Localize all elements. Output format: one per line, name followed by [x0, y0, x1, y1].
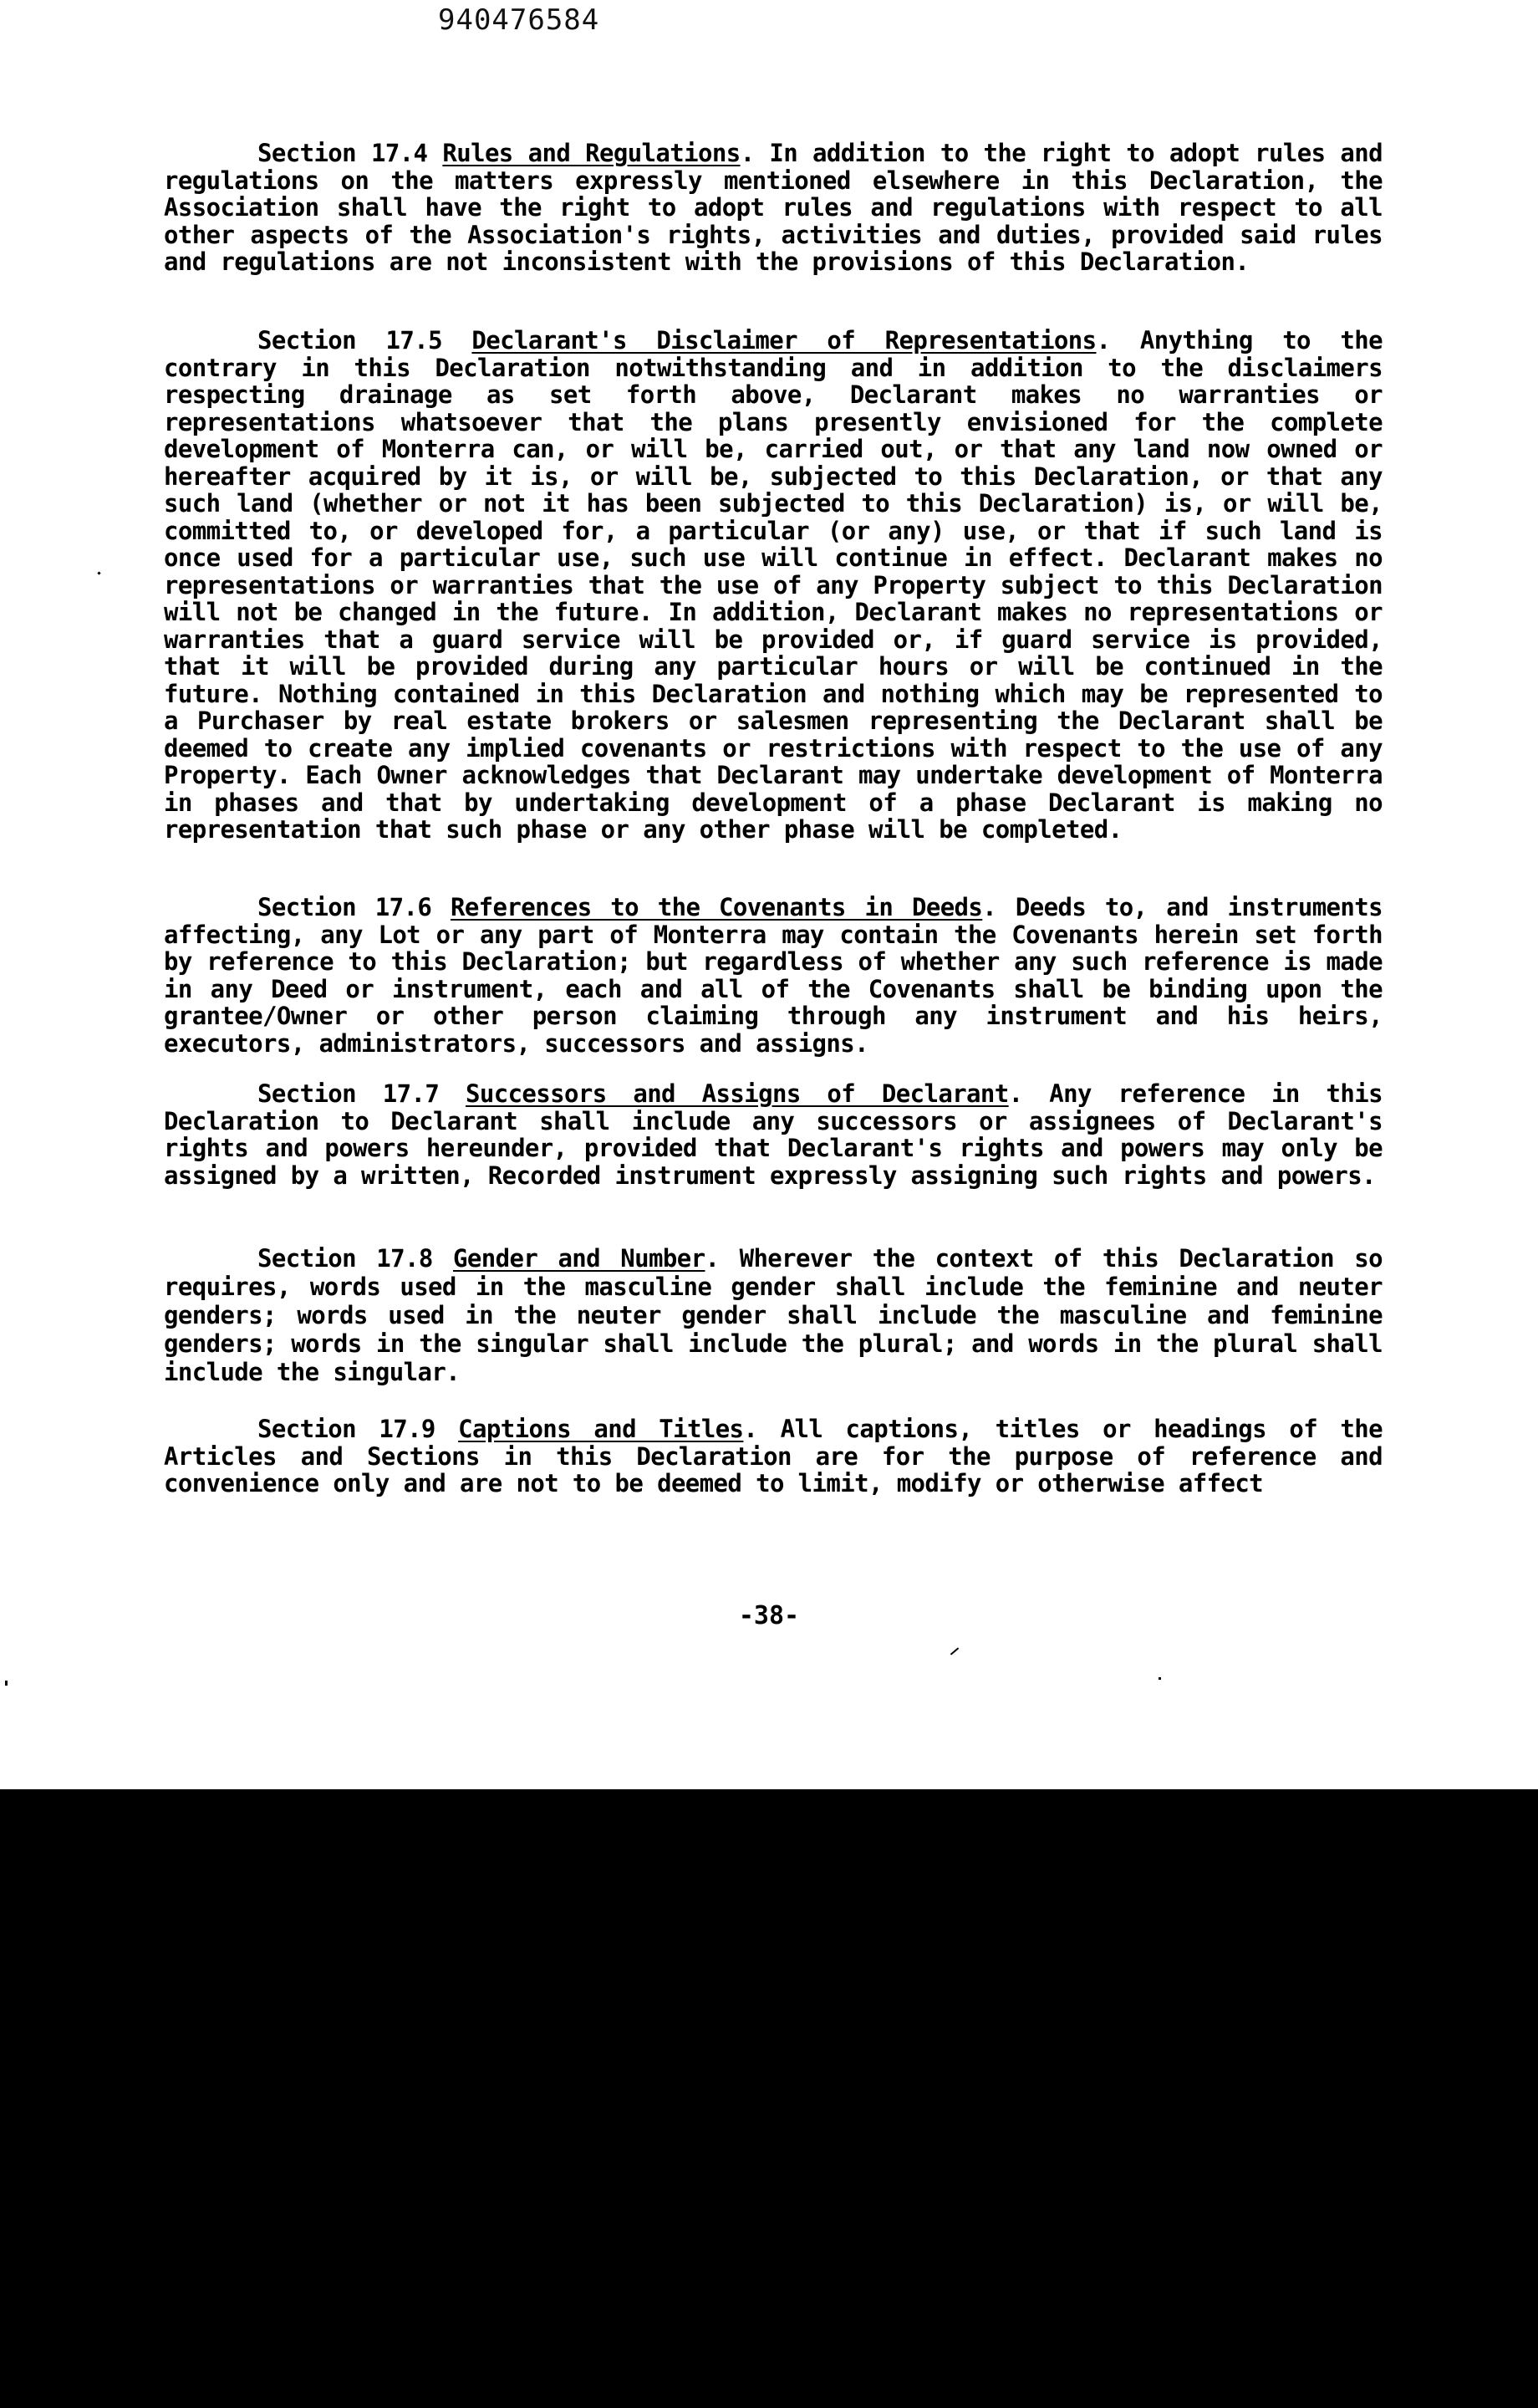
section-17-7-paragraph — [164, 1080, 1383, 1189]
section-title: Gender and Number — [453, 1244, 705, 1273]
section-title: Declarant's Disclaimer of Representations — [471, 326, 1097, 355]
section-17-9-paragraph — [164, 1416, 1383, 1497]
section-number: Section 17.6 — [257, 893, 432, 921]
section-number: Section 17.8 — [257, 1244, 433, 1273]
section-number: Section 17.5 — [257, 326, 442, 355]
section-17-6-paragraph — [164, 894, 1383, 1057]
section-body: . In addition to the right to adopt rules and regulations on the matters expressly mentioned elsewhere in this Declaration, the Association shall have the right to adopt rules and regulations with respect to all other aspects of the Association's rights, activities and duties, provided said rules and regulations are not inconsistent with the provisions of this Declaration. — [164, 139, 1383, 276]
section-body: . Any reference in this Declaration to Declarant shall include any successors or assignees of Declarant's rights and powers hereunder, provided that Declarant's rights and powers may only be assigned by a written, Recorded instrument expressly assigning such rights and powers. — [164, 1079, 1383, 1190]
scan-border — [0, 1789, 1538, 2408]
section-title: Rules and Regulations — [442, 139, 741, 167]
section-title: Captions and Titles — [458, 1415, 744, 1443]
section-number: Section 17.4 — [257, 139, 428, 167]
scan-speck — [1159, 1677, 1161, 1680]
scan-speck — [97, 571, 100, 574]
page-number: -38- — [738, 1601, 800, 1630]
section-title: References to the Covenants in Deeds — [450, 893, 983, 921]
section-17-4-paragraph — [164, 140, 1383, 276]
scan-speck — [950, 1647, 959, 1655]
document-number: 940476584 — [438, 3, 600, 37]
section-title: Successors and Assigns of Declarant — [465, 1079, 1009, 1108]
section-body: . All captions, titles or headings of the Articles and Sections in this Declaration are for the purpose of reference and convenience only and are not to be deemed to limit, modify or otherwise affect — [164, 1415, 1383, 1497]
section-body: . Wherever the context of this Declaration so requires, words used in the masculine gender shall include the feminine and neuter genders; words used in the neuter gender shall include the masculine and feminine genders; words in the singular shall include the plural; and words in the plural shall include the singular. — [164, 1244, 1383, 1386]
section-body: . Anything to the contrary in this Declaration notwithstanding and in addition to the disclaimers respecting drainage as set forth above, Declarant makes no warranties or representations whatsoever that the plans presently envisioned for the complete development of Monterra can, or will be, carried out, or that any land now owned or hereafter acquired by it is, or will be, subjected to this Declaration, or that any such land (whether or not it has been subjected to this Declaration) is, or will be, committed to, or developed for, a particular (or any) use, or that if such land is once used for a particular use, such use will continue in effect. Declarant makes no representations or warranties that the use of any Property subject to this Declaration will not be changed in the future. In addition, Declarant makes no representations or warranties that a guard service will be provided or, if guard service is provided, that it will be provided during any particular hours or will be continued in the future. Nothing contained in this Declaration and nothing which may be represented to a Purchaser by real estate brokers or salesmen representing the Declarant shall be deemed to create any implied covenants or restrictions with respect to the use of any Property. Each Owner acknowledges that Declarant may undertake development of Monterra in phases and that by undertaking development of a phase Declarant is making no representation that such phase or any other phase will be completed. — [164, 326, 1383, 844]
scan-speck — [5, 1681, 8, 1686]
section-number: Section 17.7 — [257, 1079, 440, 1108]
section-number: Section 17.9 — [257, 1415, 435, 1443]
section-17-5-paragraph — [164, 327, 1383, 844]
section-17-8-paragraph — [164, 1244, 1383, 1386]
section-body: . Deeds to, and instruments affecting, any Lot or any part of Monterra may contain the Covenants herein set forth by reference to this Declaration; but regardless of whether any such reference is made in any Deed or instrument, each and all of the Covenants shall be binding upon the grantee/Owner or other person claiming through any instrument and his heirs, executors, administrators, successors and assigns. — [164, 893, 1383, 1058]
